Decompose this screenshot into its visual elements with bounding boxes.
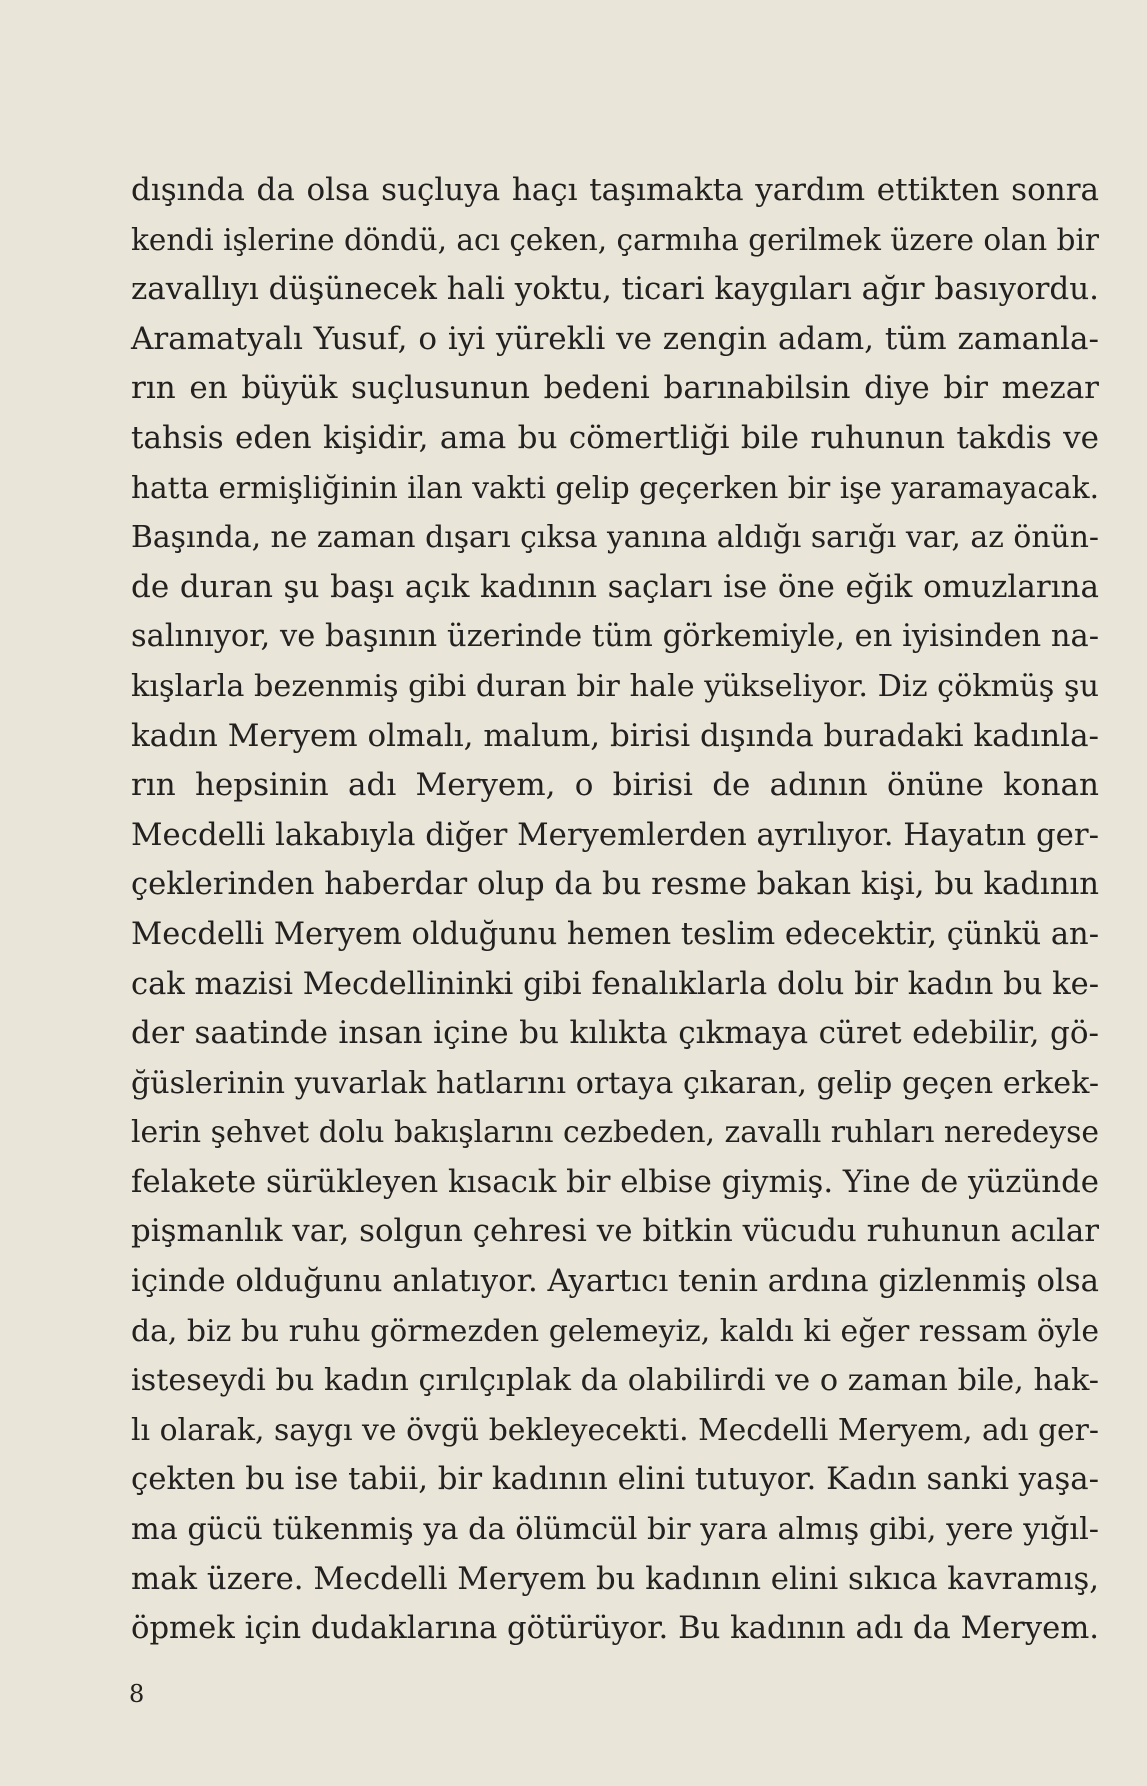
text-line: çeklerinden haberdar olup da bu resme bakan kişi, bu kadının [131, 867, 1099, 903]
text-line: dışında da olsa suçluya haçı taşımakta yardım ettikten sonra [131, 172, 1099, 208]
text-line: mak üzere. Mecdelli Meryem bu kadının elini sıkıca kavramış, [131, 1560, 1099, 1597]
text-line: çekten bu ise tabii, bir kadının elini tutuyor. Kadın sanki yaşa- [131, 1461, 1099, 1498]
text-line: içinde olduğunu anlatıyor. Ayartıcı tenin ardına gizlenmiş olsa [131, 1263, 1099, 1300]
text-line: öpmek için dudaklarına götürüyor. Bu kadının adı da Meryem. [131, 1611, 1099, 1647]
text-line: kışlarla bezenmiş gibi duran bir hale yükseliyor. Diz çökmüş şu [131, 668, 1099, 704]
text-line: rın hepsinin adı Meryem, o birisi de adının önüne konan [131, 767, 1099, 804]
text-line: pişmanlık var, solgun çehresi ve bitkin vücudu ruhunun acılar [131, 1213, 1099, 1250]
text-line: lı olarak, saygı ve övgü bekleyecekti. Mecdelli Meryem, adı ger- [131, 1412, 1099, 1448]
text-line: kendi işlerine döndü, acı çeken, çarmıha gerilmek üzere olan bir [131, 222, 1099, 257]
text-line: Mecdelli Meryem olduğunu hemen teslim edecektir, çünkü an- [131, 916, 1099, 952]
text-line: de duran şu başı açık kadının saçları ise öne eğik omuzlarına [131, 568, 1099, 605]
text-line: salınıyor, ve başının üzerinde tüm görkemiyle, en iyisinden na- [131, 619, 1099, 655]
text-line: rın en büyük suçlusunun bedeni barınabilsin diye bir mezar [131, 370, 1099, 407]
text-line: cak mazisi Mecdellininki gibi fenalıklarla dolu bir kadın bu ke- [131, 966, 1099, 1002]
text-line: hatta ermişliğinin ilan vakti gelip geçerken bir işe yaramayacak. [131, 470, 1099, 505]
text-line: da, biz bu ruhu görmezden gelemeyiz, kaldı ki eğer ressam öyle [131, 1313, 1099, 1349]
text-line: zavallıyı düşünecek hali yoktu, ticari kaygıları ağır basıyordu. [131, 271, 1099, 308]
text-line: Mecdelli lakabıyla diğer Meryemlerden ayrılıyor. Hayatın ger- [131, 816, 1099, 853]
text-line: lerin şehvet dolu bakışlarını cezbeden, zavallı ruhları neredeyse [131, 1115, 1099, 1151]
text-line: isteseydi bu kadın çırılçıplak da olabilirdi ve o zaman bile, hak- [131, 1363, 1099, 1399]
page-number: 8 [129, 1680, 145, 1708]
text-line: der saatinde insan içine bu kılıkta çıkmaya cüret edebilir, gö- [131, 1015, 1099, 1052]
body-text [131, 166, 1099, 1654]
text-line: Aramatyalı Yusuf, o iyi yürekli ve zengin adam, tüm zamanla- [131, 320, 1099, 357]
text-line: Başında, ne zaman dışarı çıksa yanına aldığı sarığı var, az önün- [131, 520, 1099, 556]
text-line: ğüslerinin yuvarlak hatlarını ortaya çıkaran, gelip geçen erkek- [131, 1065, 1099, 1101]
text-line: kadın Meryem olmalı, malum, birisi dışında buradaki kadınla- [131, 717, 1099, 754]
text-line: tahsis eden kişidir, ama bu cömertliği bile ruhunun takdis ve [131, 419, 1099, 456]
text-line: ma gücü tükenmiş ya da ölümcül bir yara almış gibi, yere yığıl- [131, 1512, 1099, 1548]
text-line: felakete sürükleyen kısacık bir elbise giymiş. Yine de yüzünde [131, 1163, 1099, 1200]
